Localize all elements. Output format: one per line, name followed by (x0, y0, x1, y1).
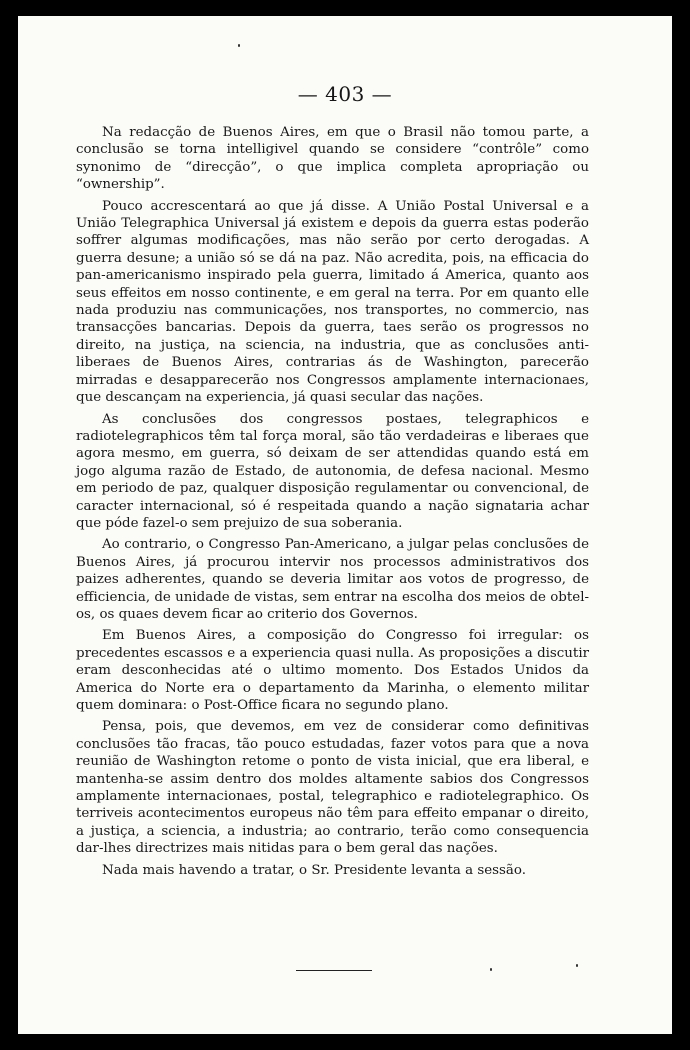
body-text (76, 124, 589, 883)
paragraph-5: Em Buenos Aires, a composição do Congresso foi irregular: os precedentes escassos e a experiencia quasi nulla. As proposições a discutir eram desconhecidas até o ultimo momento. Dos Estados Unidos da America do Norte era o departamento da Marinha, o elemento militar quem dominara: o Post-Office ficara no segundo plano. (76, 628, 589, 713)
paragraph-1: Na redacção de Buenos Aires, em que o Brasil não tomou parte, a conclusão se torna intelligivel quando se considere “contrôle” como synonimo de “direcção”, o que implica completa apropriação ou “ownership”. (76, 125, 589, 193)
document-page (18, 16, 672, 1034)
paragraph-6: Pensa, pois, que devemos, em vez de considerar como definitivas conclusões tão fracas, tão pouco estudadas, fazer votos para que a nova reunião de Washington retome o ponto de vista inicial, que era liberal, e mantenha-se assim dentro dos moldes altamente sabios dos Congressos amplamente internacionaes, postal, telegraphico e radiotelegraphico. Os terriveis acontecimentos europeus não têm para effeito empanar o direito, a justiça, a sciencia, a industria; ao contrario, terão como consequencia dar-lhes directrizes mais nitidas para o bem geral das nações. (76, 719, 589, 857)
closing-rule (296, 970, 372, 971)
page-number: — 403 — (297, 82, 393, 106)
ink-speck (490, 968, 492, 971)
paragraph-4: Ao contrario, o Congresso Pan-Americano, a julgar pelas conclusões de Buenos Aires, já procurou intervir nos processos administrativos dos paizes adherentes, quando se deveria limitar aos votos de progresso, de efficiencia, de unidade de vistas, sem entrar na escolha dos meios de obtel-os, os quaes devem ficar ao criterio dos Governos. (76, 537, 589, 622)
paragraph-3: As conclusões dos congressos postaes, telegraphicos e radiotelegraphicos têm tal força moral, são tão verdadeiras e liberaes que agora mesmo, em guerra, só deixam de ser attendidas quando está em jogo alguma razão de Estado, de autonomia, de defesa nacional. Mesmo em periodo de paz, qualquer disposição regulamentar ou convencional, de caracter internacional, só é respeitada quando a nação signataria achar que póde fazel-o sem prejuizo de sua soberania. (76, 411, 589, 531)
ink-speck (238, 44, 240, 47)
paragraph-2: Pouco accrescentará ao que já disse. A União Postal Universal e a União Telegraphica Universal já existem e depois da guerra estas poderão soffrer algumas modificações, mas não serão por certo derogadas. A guerra desune; a união só se dá na paz. Não acredita, pois, na efficacia do pan-americanismo inspirado pela guerra, limitado á America, quanto aos seus effeitos em nosso continente, e em geral na terra. Por em quanto elle nada produziu nas communicações, nos transportes, no commercio, nas transacções bancarias. Depois da guerra, taes serão os progressos no direito, na justiça, na sciencia, na industria, que as conclusões anti-liberaes de Buenos Aires, contrarias ás de Washington, parecerão mirradas e desapparecerão nos Congressos amplamente internacionaes, que descançam na experiencia, já quasi secular das nações. (76, 198, 589, 406)
ink-speck (576, 964, 578, 967)
paragraph-7: Nada mais havendo a tratar, o Sr. Presidente levanta a sessão. (102, 862, 526, 878)
